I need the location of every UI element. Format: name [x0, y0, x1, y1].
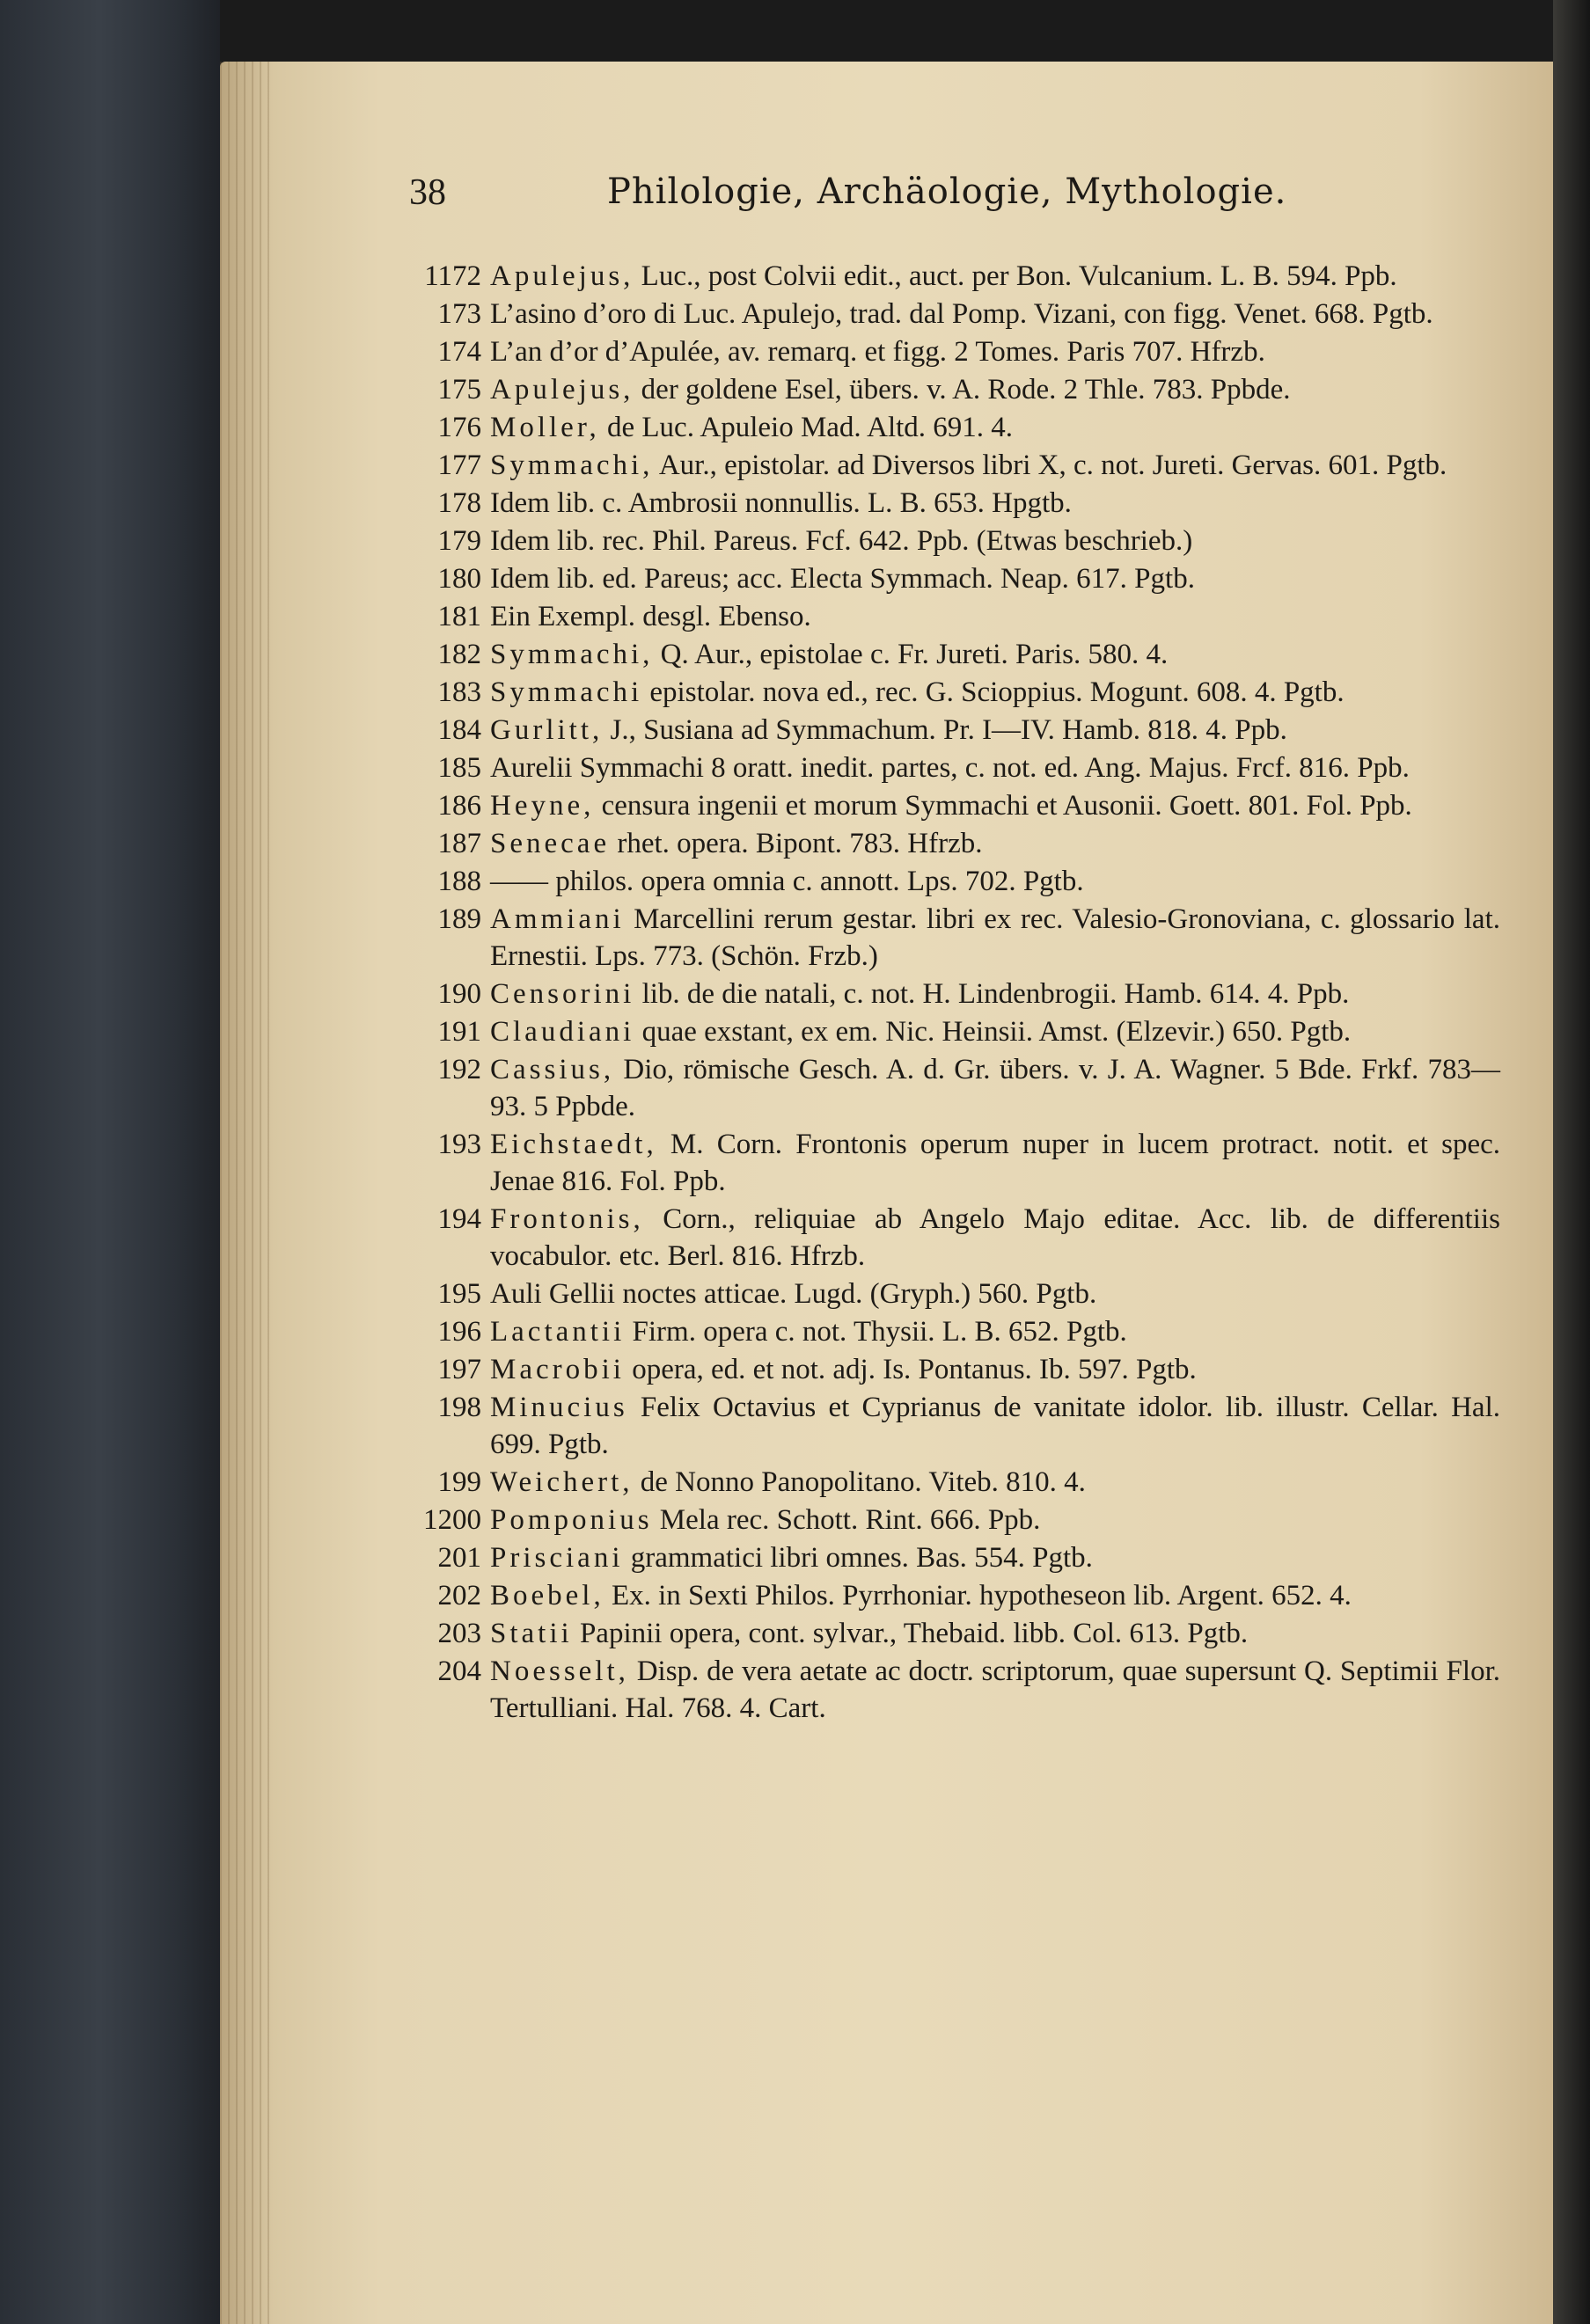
entry-description: de Luc. Apuleio Mad. Altd. 691. 4.	[599, 412, 1014, 443]
page-header	[409, 172, 1500, 233]
entry-author: Symmachi	[490, 676, 643, 708]
entry-description: der goldene Esel, übers. v. A. Rode. 2 Thle. 783. Ppbde.	[634, 374, 1291, 406]
facing-page-edge	[1553, 0, 1590, 2324]
entry-author: Noesselt,	[490, 1655, 629, 1687]
entry-number: 202	[437, 1580, 481, 1611]
entry-author: Prisciani	[490, 1542, 624, 1574]
entry-text	[490, 371, 1500, 408]
entry-author: Moller,	[490, 412, 600, 443]
catalog-entry	[409, 485, 1500, 522]
catalog-entry	[409, 712, 1500, 749]
entry-description: Auli Gellii noctes atticae. Lugd. (Gryph.) 560. Pgtb.	[490, 1278, 1097, 1310]
entry-author: Symmachi,	[490, 639, 654, 670]
catalog-entry	[409, 598, 1500, 635]
entry-author: Statii	[490, 1618, 573, 1649]
entry-text	[490, 1464, 1500, 1501]
catalog-entry	[409, 863, 1500, 900]
entry-description: L’asino d’oro di Luc. Apulejo, trad. dal Pomp. Vizani, con figg. Venet. 668. Pgtb.	[490, 298, 1433, 330]
entry-number: 184	[437, 714, 481, 746]
entry-author: Apulejus,	[490, 260, 634, 292]
entry-description: Luc., post Colvii edit., auct. per Bon. Vulcanium. L. B. 594. Ppb.	[634, 260, 1397, 292]
entry-number: 191	[437, 1016, 481, 1048]
entry-description: Firm. opera c. not. Thysii. L. B. 652. Pgtb.	[625, 1316, 1127, 1348]
entry-description: quae exstant, ex em. Nic. Heinsii. Amst. (Elzevir.) 650. Pgtb.	[634, 1016, 1352, 1048]
entry-description: opera, ed. et not. adj. Is. Pontanus. Ib. 597. Pgtb.	[624, 1354, 1197, 1385]
catalog-entry	[409, 901, 1500, 975]
catalog-entry	[409, 1051, 1500, 1125]
entry-number: 187	[437, 828, 481, 859]
entry-number: 204	[437, 1655, 481, 1687]
entry-description: rhet. opera. Bipont. 783. Hfrzb.	[610, 828, 983, 859]
catalog-entry	[409, 1539, 1500, 1576]
entry-description: Mela rec. Schott. Rint. 666. Ppb.	[652, 1504, 1041, 1536]
entry-number: 198	[437, 1392, 481, 1423]
entry-text	[490, 901, 1500, 975]
entry-author: Pomponius	[490, 1504, 653, 1536]
entry-author: Senecae	[490, 828, 611, 859]
entry-text	[490, 296, 1500, 333]
entry-author: Heyne,	[490, 790, 595, 822]
entry-number: 199	[437, 1466, 481, 1498]
catalog-entry	[409, 674, 1500, 711]
entry-description: J., Susiana ad Symmachum. Pr. I—IV. Hamb. 818. 4. Ppb.	[603, 714, 1287, 746]
entry-author: Claudiani	[490, 1016, 635, 1048]
entry-author: Cassius,	[490, 1054, 615, 1085]
entry-number: 1200	[423, 1504, 481, 1536]
entry-number: 186	[437, 790, 481, 822]
catalog-entry	[409, 1351, 1500, 1388]
entry-description: M. Corn. Frontonis operum nuper in lucem protract. notit. et spec. Jenae 816. Fol. Ppb.	[490, 1129, 1500, 1197]
page-content	[409, 172, 1500, 1728]
catalog-entry	[409, 825, 1500, 862]
entry-text	[490, 447, 1500, 484]
catalog-entry	[409, 447, 1500, 484]
entry-text	[490, 1051, 1500, 1125]
entry-number: 192	[437, 1054, 481, 1085]
entry-text	[490, 1126, 1500, 1200]
catalog-entry	[409, 1464, 1500, 1501]
entry-text	[490, 1313, 1500, 1350]
catalog-entry	[409, 296, 1500, 333]
entry-description: grammatici libri omnes. Bas. 554. Pgtb.	[623, 1542, 1093, 1574]
catalog-entry	[409, 258, 1500, 295]
running-title: Philologie, Archäologie, Mythologie.	[607, 172, 1287, 212]
entry-text	[490, 1653, 1500, 1727]
entry-text	[490, 409, 1500, 446]
entry-author: Minucius	[490, 1392, 628, 1423]
catalog-entry	[409, 560, 1500, 597]
catalog-entry	[409, 1577, 1500, 1614]
entry-text	[490, 560, 1500, 597]
entry-author: Eichstaedt,	[490, 1129, 657, 1160]
entry-text	[490, 1539, 1500, 1576]
entry-description: epistolar. nova ed., rec. G. Scioppius. Mogunt. 608. 4. Pgtb.	[642, 676, 1345, 708]
entry-author: Gurlitt,	[490, 714, 604, 746]
entry-description: Corn., reliquiae ab Angelo Majo editae. Acc. lib. de differentiis vocabulor. etc. Berl. 816. Hfrzb.	[490, 1203, 1500, 1272]
catalog-entry	[409, 749, 1500, 786]
entry-description: lib. de die natali, c. not. H. Lindenbrogii. Hamb. 614. 4. Ppb.	[634, 978, 1350, 1010]
entry-number: 183	[437, 676, 481, 708]
entry-description: Q. Aur., epistolae c. Fr. Jureti. Paris. 580. 4.	[653, 639, 1169, 670]
entry-description: Idem lib. ed. Pareus; acc. Electa Symmach. Neap. 617. Pgtb.	[490, 563, 1195, 595]
entry-author: Weichert,	[490, 1466, 634, 1498]
entry-description: Marcellini rerum gestar. libri ex rec. Valesio-Gronoviana, c. glossario lat. Ernestii. Lps. 773. (Schön. Frzb.)	[490, 903, 1500, 972]
entry-description: de Nonno Panopolitano. Viteb. 810. 4.	[633, 1466, 1086, 1498]
entry-text	[490, 1615, 1500, 1652]
entry-text	[490, 712, 1500, 749]
entry-number: 190	[437, 978, 481, 1010]
entry-number: 174	[437, 336, 481, 368]
entry-author: Ammiani	[490, 903, 625, 935]
catalog-entry	[409, 371, 1500, 408]
catalog-entry	[409, 976, 1500, 1012]
entry-description: Idem lib. c. Ambrosii nonnullis. L. B. 653. Hpgtb.	[490, 487, 1072, 519]
entry-text	[490, 1502, 1500, 1538]
entry-text	[490, 674, 1500, 711]
entry-text	[490, 787, 1500, 824]
entry-number: 201	[437, 1542, 481, 1574]
entry-author: Lactantii	[490, 1316, 626, 1348]
entry-author: Macrobii	[490, 1354, 625, 1385]
entry-text	[490, 1201, 1500, 1275]
entry-number: 176	[437, 412, 481, 443]
catalog-entry	[409, 333, 1500, 370]
catalog-entry	[409, 1615, 1500, 1652]
entry-number: 196	[437, 1316, 481, 1348]
catalog-entry	[409, 1201, 1500, 1275]
page-edges	[220, 62, 273, 2324]
entry-number: 189	[437, 903, 481, 935]
entry-text	[490, 1275, 1500, 1312]
entry-text	[490, 1013, 1500, 1050]
entry-description: Aur., epistolar. ad Diversos libri X, c. not. Jureti. Gervas. 601. Pgtb.	[653, 449, 1447, 481]
catalog-entry	[409, 1502, 1500, 1538]
entry-number: 175	[437, 374, 481, 406]
catalog-entry	[409, 787, 1500, 824]
entry-number: 181	[437, 601, 481, 632]
entry-number: 179	[437, 525, 481, 557]
entry-number: 177	[437, 449, 481, 481]
entry-number: 182	[437, 639, 481, 670]
catalog-entry	[409, 1389, 1500, 1463]
entry-number: 173	[437, 298, 481, 330]
entry-description: Idem lib. rec. Phil. Pareus. Fcf. 642. Ppb. (Etwas beschrieb.)	[490, 525, 1193, 557]
catalog-entry	[409, 409, 1500, 446]
entry-number: 185	[437, 752, 481, 784]
catalog-entries	[409, 258, 1500, 1727]
entry-text	[490, 523, 1500, 559]
entry-number: 203	[437, 1618, 481, 1649]
catalog-entry	[409, 1653, 1500, 1727]
entry-text	[490, 1389, 1500, 1463]
entry-description: Ein Exempl. desgl. Ebenso.	[490, 601, 811, 632]
entry-author: Apulejus,	[490, 374, 634, 406]
entry-description: Disp. de vera aetate ac doctr. scriptorum, quae supersunt Q. Septimii Flor. Tertulliani. Hal. 768. 4. Cart.	[490, 1655, 1500, 1724]
entry-text	[490, 976, 1500, 1012]
entry-number: 197	[437, 1354, 481, 1385]
entry-author: Censorini	[490, 978, 635, 1010]
entry-description: Felix Octavius et Cyprianus de vanitate idolor. lib. illustr. Cellar. Hal. 699. Pgtb.	[490, 1392, 1500, 1460]
entry-number: 178	[437, 487, 481, 519]
entry-number: 194	[437, 1203, 481, 1235]
entry-author: Frontonis,	[490, 1203, 644, 1235]
entry-text	[490, 598, 1500, 635]
entry-number: 195	[437, 1278, 481, 1310]
entry-description: censura ingenii et morum Symmachi et Ausonii. Goett. 801. Fol. Ppb.	[594, 790, 1412, 822]
entry-text	[490, 636, 1500, 673]
entry-text	[490, 333, 1500, 370]
entry-author: Symmachi,	[490, 449, 654, 481]
catalog-entry	[409, 1013, 1500, 1050]
entry-description: Aurelii Symmachi 8 oratt. inedit. partes, c. not. ed. Ang. Majus. Frcf. 816. Ppb.	[490, 752, 1410, 784]
entry-description: Ex. in Sexti Philos. Pyrrhoniar. hypotheseon lib. Argent. 652. 4.	[604, 1580, 1352, 1611]
catalog-entry	[409, 636, 1500, 673]
book-binding	[0, 0, 220, 2324]
entry-author: Boebel,	[490, 1580, 604, 1611]
entry-text	[490, 749, 1500, 786]
entry-text	[490, 825, 1500, 862]
entry-description: Papinii opera, cont. sylvar., Thebaid. libb. Col. 613. Pgtb.	[572, 1618, 1249, 1649]
page-number: 38	[409, 172, 446, 213]
entry-text	[490, 258, 1500, 295]
entry-number: 1172	[424, 260, 481, 292]
catalog-entry	[409, 1275, 1500, 1312]
entry-number: 193	[437, 1129, 481, 1160]
catalog-entry	[409, 523, 1500, 559]
catalog-entry	[409, 1313, 1500, 1350]
entry-text	[490, 485, 1500, 522]
entry-number: 188	[437, 866, 481, 897]
entry-description: L’an d’or d’Apulée, av. remarq. et figg. 2 Tomes. Paris 707. Hfrzb.	[490, 336, 1265, 368]
catalog-entry	[409, 1126, 1500, 1200]
entry-number: 180	[437, 563, 481, 595]
entry-text	[490, 1577, 1500, 1614]
entry-description: Dio, römische Gesch. A. d. Gr. übers. v. J. A. Wagner. 5 Bde. Frkf. 783—93. 5 Ppbde.	[490, 1054, 1500, 1122]
entry-text	[490, 1351, 1500, 1388]
entry-description: —— philos. opera omnia c. annott. Lps. 702. Pgtb.	[490, 866, 1084, 897]
entry-text	[490, 863, 1500, 900]
